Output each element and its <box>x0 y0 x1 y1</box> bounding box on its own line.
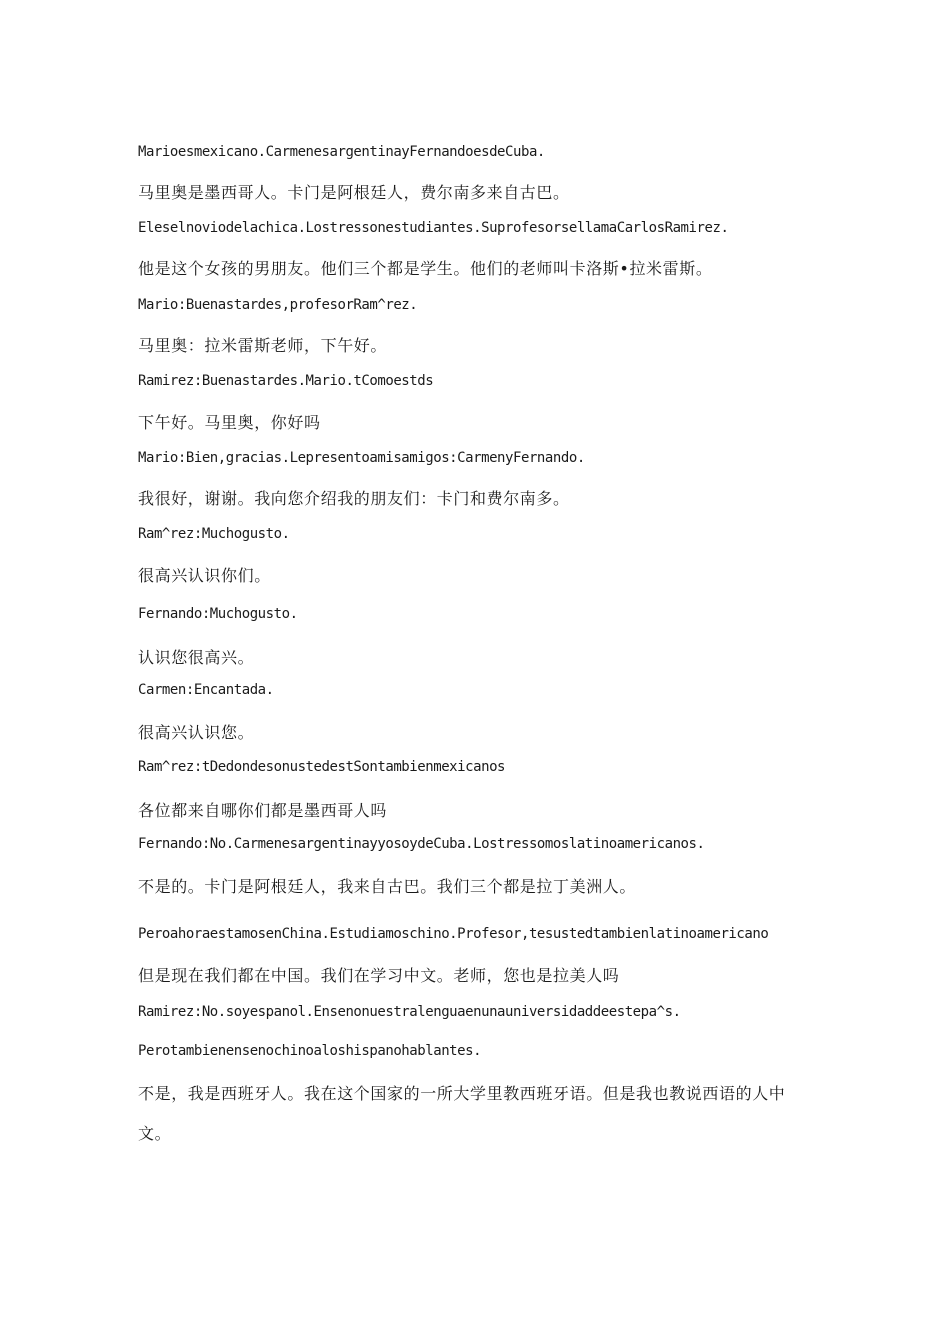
text-line-chinese: 认识您很高兴。 <box>138 648 255 667</box>
text-line-chinese: 不是的。卡门是阿根廷人，我来自古巴。我们三个都是拉丁美洲人。 <box>138 877 637 896</box>
text-line-chinese: 但是现在我们都在中国。我们在学习中文。老师，您也是拉美人吗 <box>138 966 620 985</box>
text-line-spanish: Perotambienensenochinoaloshispanohablantes. <box>138 1043 482 1059</box>
text-line-chinese: 马里奥是墨西哥人。卡门是阿根廷人，费尔南多来自古巴。 <box>138 183 570 202</box>
text-line-chinese: 文。 <box>138 1124 172 1143</box>
text-line-spanish: Ramirez:Buenastardes.Mario.tComoestds <box>138 373 434 389</box>
text-line-chinese: 很高兴认识您。 <box>138 723 255 742</box>
text-line-chinese: 他是这个女孩的男朋友。他们三个都是学生。他们的老师叫卡洛斯•拉米雷斯。 <box>138 259 713 278</box>
text-line-spanish: Mario:Bien,gracias.Lepresentoamisamigos:CarmenyFernando. <box>138 450 585 466</box>
text-line-spanish: Marioesmexicano.CarmenesargentinayFernandoesdeCuba. <box>138 144 545 160</box>
text-line-spanish: Mario:Buenastardes,profesorRam^rez. <box>138 297 418 313</box>
text-line-spanish: Fernando:No.CarmenesargentinayyosoydeCuba.Lostressomoslatinoamericanos. <box>138 836 705 852</box>
text-line-spanish: PeroahoraestamosenChina.Estudiamoschino.Profesor,tesustedtambienlatinoamericano <box>138 926 769 942</box>
text-line-chinese: 马里奥：拉米雷斯老师，下午好。 <box>138 336 388 355</box>
text-line-spanish: Ramirez:No.soyespanol.Ensenonuestralenguaenunauniversidaddeestepa^s. <box>138 1004 681 1020</box>
text-line-chinese: 不是，我是西班牙人。我在这个国家的一所大学里教西班牙语。但是我也教说西语的人中 <box>138 1084 786 1103</box>
text-line-chinese: 下午好。马里奥，你好吗 <box>138 413 321 432</box>
text-line-chinese: 我很好，谢谢。我向您介绍我的朋友们：卡门和费尔南多。 <box>138 489 570 508</box>
text-line-spanish: Ram^rez:tDedondesonustedestSontambienmexicanos <box>138 759 506 775</box>
text-line-chinese: 很高兴认识你们。 <box>138 566 271 585</box>
text-line-spanish: Carmen:Encantada. <box>138 682 274 698</box>
text-line-spanish: Eleselnoviodelachica.Lostressonestudiantes.SuprofesorsellamaCarlosRamirez. <box>138 220 729 236</box>
text-line-chinese: 各位都来自哪你们都是墨西哥人吗 <box>138 801 388 820</box>
text-line-spanish: Ram^rez:Muchogusto. <box>138 526 290 542</box>
text-line-spanish: Fernando:Muchogusto. <box>138 606 298 622</box>
